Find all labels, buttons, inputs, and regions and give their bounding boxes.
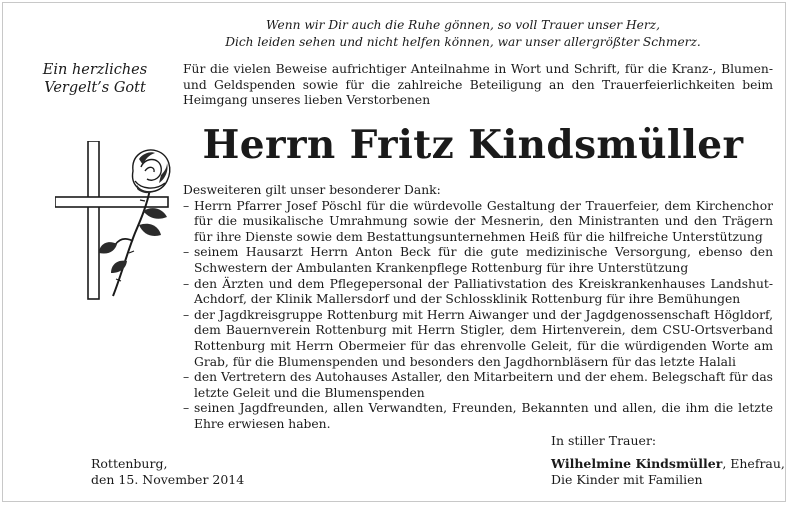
thanks-item: – der Jagdkreisgruppe Rottenburg mit Herrn Aiwanger und der Jagdgenossenschaft Högldorf, dem Bauernverein Rottenburg mit Herrn Stigler, dem Hirtenverein, dem CSU-Ortsverband Rottenburg mit Herrn Obermeier für das ehrenvolle Geleit, für die würdigenden Worte am Grab, für die Blumenspenden und besonders den Jagdhornbläsern für das letzte Halali (183, 308, 773, 370)
thanks-item: – den Ärzten und dem Pflegepersonal der Palliativstation des Kreiskrankenhauses Landshut-Achdorf, der Klinik Mallersdorf und der Schlossklinik Rottenburg für ihre Bemühungen (183, 277, 773, 308)
place: Rottenburg, (91, 456, 168, 471)
side-thanks-line-1: Ein herzliches (42, 62, 148, 78)
obituary-card (2, 2, 786, 502)
thanks-item: – seinem Hausarzt Herrn Anton Beck für die gute medizinische Versorgung, ebenso den Schwestern der Ambulanten Krankenpflege Rottenburg für ihre Unterstützung (183, 245, 773, 276)
place-date (91, 456, 244, 487)
mourning-label: In stiller Trauer: (551, 433, 657, 448)
thanks-item: – seinen Jagdfreunden, allen Verwandten, Freunden, Bekannten und allen, die ihm die letzte Ehre erwiesen haben. (183, 401, 773, 432)
deceased-name: Herrn Fritz Kindsmüller (202, 122, 744, 168)
poem (153, 17, 773, 51)
poem-line-2: Dich leiden sehen und nicht helfen können, war unser allergrößter Schmerz. (225, 35, 701, 49)
special-thanks (183, 183, 773, 433)
widow-line (551, 456, 785, 472)
widow-name: Wilhelmine Kindsmüller (551, 456, 723, 471)
family-line: Die Kinder mit Familien (551, 471, 703, 487)
date: den 15. November 2014 (91, 471, 245, 487)
intro-paragraph: Für die vielen Beweise aufrichtiger Anteilnahme in Wort und Schrift, für die Kranz-, Blumen- und Geldspenden sowie für die zahlreiche Beteiligung an den Trauerfeierlichkeiten beim Heimgang unseres lieben Verstorbenen (183, 62, 773, 108)
side-thanks (25, 61, 165, 97)
thanks-item: – Herrn Pfarrer Josef Pöschl für die würdevolle Gestaltung der Trauerfeier, dem Kirchenchor für die musikalische Umrahmung sowie der Mesnerin, den Ministranten und den Trägern für ihre Dienste sowie dem Bestattungsunternehmen Heiß für die hilfreiche Unterstützung (183, 199, 773, 246)
mourners (551, 456, 785, 487)
widow-suffix: , Ehefrau, (722, 456, 785, 471)
special-thanks-heading: Desweiteren gilt unser besonderer Dank: (183, 183, 441, 197)
poem-line-1: Wenn wir Dir auch die Ruhe gönnen, so voll Trauer unser Herz, (266, 18, 660, 32)
side-thanks-line-2: Vergelt’s Gott (44, 80, 146, 96)
thanks-list (183, 199, 773, 433)
thanks-item: – den Vertretern des Autohauses Astaller, den Mitarbeitern und der ehem. Belegschaft für das letzte Geleit und die Blumenspenden (183, 370, 773, 401)
cross-with-rose-icon (55, 141, 185, 301)
